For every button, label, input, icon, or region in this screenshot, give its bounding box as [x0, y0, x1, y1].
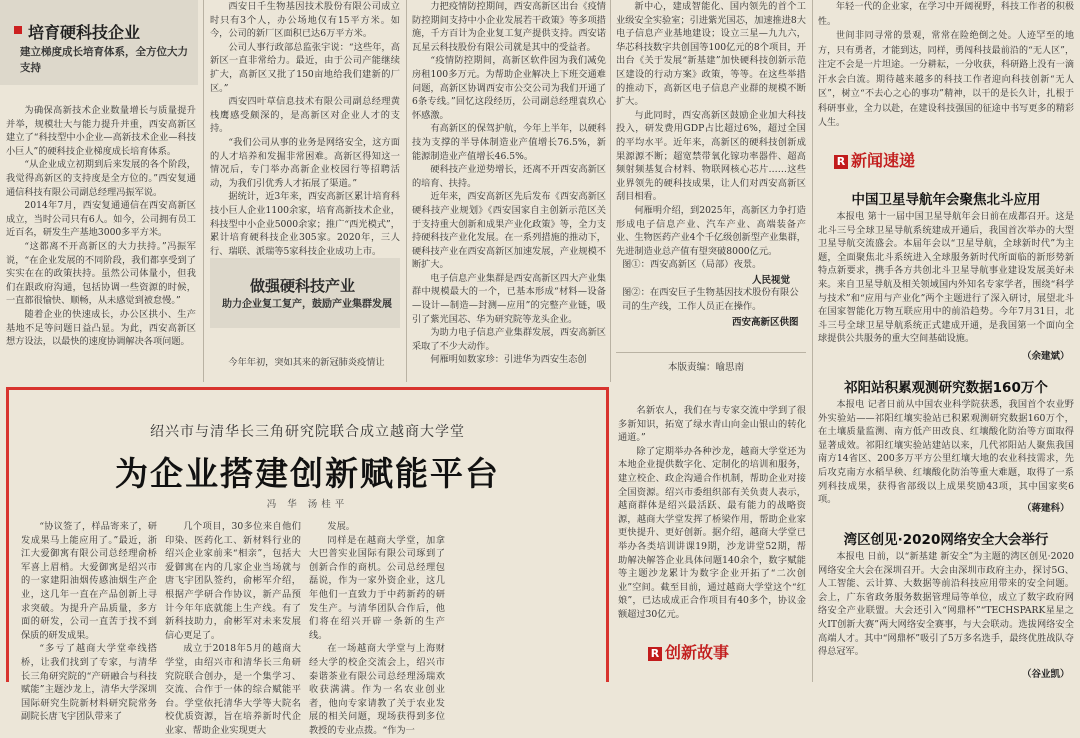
paragraph: 同样是在越商大学堂，加拿大巴普实业国际有限公司琢到了创新合作的商机。公司总经理包磊说，作为一家外资企业，这几年他们一直致力于中药新药的研发生产。与清华团队合作后，他们将在绍兴开辟一条新的生产线。: [309, 534, 445, 641]
subhead-subtitle: 助力企业复工复产，鼓励产业集群发展: [222, 299, 392, 310]
news-author: （蒋建科）: [1022, 503, 1070, 514]
paragraph: 据统计，近3年来，西安高新区累计培育科技小巨人企业1100余家，培育高新技术企业，科技型中小企业5000余家；推广“西光模式”，累计培育硬科技企业305家。2020年，三人行、瑞联、派瑞等5家科技企业成功上市。: [210, 191, 400, 257]
news-title: 祁阳站积累观测研究数据160万个: [844, 380, 1048, 396]
article-column-2-tail: [210, 356, 400, 376]
paragraph: 电子信息产业集群是西安高新区四大产业集群中规模最大的一个，已基本形成“材料—设备—设计—制造—封测—应用”的完整产业链，吸引了紫光国芯、华为研究院等龙头企业。: [412, 272, 606, 325]
photo-credit-1: 人民视觉: [752, 275, 791, 286]
article-column-2: [210, 0, 400, 257]
paragraph: 何雁明如数家珍：引进华为西安生态创: [430, 354, 587, 366]
paragraph: “我们公司从事的业务是网络安全，这方面的人才培养和发掘非常困难。高新区得知这一情况后，专门举办高新企业校园行等招聘活动，为我们引优秀人才拓展了渠道。”: [210, 136, 400, 189]
paragraph: 年轻一代的企业家，在学习中开阔视野，科技工作者的积极性。: [818, 2, 1074, 27]
subhead-title: 做强硬科技产业: [250, 277, 356, 295]
paragraph: 硬科技产业逆势增长，还离不开西安高新区的培育、扶持。: [412, 164, 606, 189]
feature-column-3: [309, 520, 445, 736]
news-author: （谷业凯）: [1022, 669, 1070, 680]
divider: [616, 352, 806, 353]
article-column-1: [6, 104, 196, 380]
paragraph: 发展。: [327, 521, 355, 532]
section-header-cultivate: [0, 0, 200, 78]
paragraph: 近年来，西安高新区先后发布《西安高新区硬科技产业规划》《西安国家自主创新示范区关于支持重大创新和成果产业化政策》等，全力支持硬科技产业化发展。在一系列措施的推动下，硬科技产业在西安高新区加速发展，产业规模不断扩大。: [412, 191, 606, 271]
paragraph: 本报电 记者日前从中国农业科学院获悉，我国首个农业野外实验站——祁阳红壤实验站已积累观测研究数据160万个，在土壤质量监测、南方低产田改良、红壤酸化防治等方面取得显著成效。祁阳红壤实验站建站以来，几代祁阳站人聚焦我国南方14省区、200多万平方公里红壤大地的农业科技需求，先后攻克南方水稻旱秧、红壤酸化防治等重大难题，取得了一系列科技成果，获得省部级以上成果奖励43项，其中国家奖6项。: [818, 399, 1074, 506]
section-title: 创新故事: [665, 643, 730, 662]
paragraph: 成立于2018年5月的越商大学堂，由绍兴市和清华长三角研究院联合创办，是一个集学习、交流、合作于一体的综合赋能平台。学堂依托清华大学等大院名校优质资源，旨在培养新时代企业家、帮助企业实现更大: [165, 643, 301, 736]
paragraph: 西安四叶草信息技术有限公司副总经理黄栈鹰感受颇深的，是高新区对企业人才的支持。: [210, 96, 400, 135]
column-divider: [610, 0, 611, 382]
column-divider: [812, 0, 813, 682]
paragraph: 公司人事行政部总监张宇说：“这些年，高新区一直非常给力。最近，由于公司产能继续扩大，高新区又批了150亩地给我们建新的厂区。”: [210, 41, 400, 94]
photo-caption-1: 图①：西安高新区（局部）夜景。: [622, 259, 762, 270]
column-divider: [203, 0, 204, 382]
column-divider: [406, 0, 407, 382]
paragraph: 在一场越商大学堂与上海财经大学的校企交流会上，绍兴市泰谐茶业有限公司总经理汤瑞欢收获满满。作为一名农业创业者，他向专家请教了关于农业发展的相关问题，现场获得到多位教授的专业点拨。“作为一: [309, 643, 445, 736]
feature-headline: 为企业搭建创新赋能平台: [115, 454, 500, 493]
page-editor: 本版责编：喻思南: [668, 362, 745, 373]
feature-byline: 冯 华 汤桂平: [266, 499, 349, 510]
paragraph: “这都离不开高新区的大力扶持。”冯振军说，“在企业发展的不同阶段，我们都享受到了实实在在的政策扶持。虽然公司体量小，但我们在跟政府沟通，包括协调一些资源的时候，一直都很愉快、顺畅，从未感觉到被怠慢。”: [6, 240, 196, 307]
paragraph: 新中心，建成智能化、国内领先的首个工业级安全实验室；引进紫光国芯，加速推进8大电子信息产业基地建设；设立三星—九九六，华芯科技数字共创国等100亿元的8个项目，开出台《关于发展“新基建”加快硬科技创新示范区建设的行动方案》政策，等等。在这些举措的推动下，高新区电子信息产业群的规模不断扩大。: [616, 1, 806, 108]
section-subtitle: 建立梯度成长培育体系，全方位大力支持: [20, 46, 188, 74]
feature-kicker: 绍兴市与清华长三角研究院联合成立越商大学堂: [150, 424, 465, 440]
news-body: [818, 210, 1074, 346]
paragraph: 名新农人，我们在与专家交流中学到了很多新知识，拓宽了绿水青山向金山银山的转化通道。”: [618, 405, 806, 444]
paragraph: 为助力电子信息产业集群发展，西安高新区采取了不少大动作。: [412, 327, 606, 352]
paragraph: 力把疫情防控期间，西安高新区出台《疫情防控期间支持中小企业发展若干政策》等多项措施，千方百计为企业复工复产提供支持。西安诺瓦星云科技股份有限公司就是其中的受益者。: [412, 1, 606, 53]
section-title: 培育硬科技企业: [28, 23, 141, 42]
paragraph: 本报电 第十一届中国卫星导航年会日前在成都召开。这是北斗三号全球卫星导航系统建成开通后，我国首次举办的大型卫星导航交流盛会。本届年会以“卫星导航，全球新时代”为主题，全面聚焦北斗系统进入全球服务新时代所面临的新形势新特点新要求，携手各方共创北斗卫星导航事业建设发展美好未来。来自卫星导航及相关领域国内外知名专家学者，围绕“科学与技术”和“应用与产业化”两个主题进行了深入研讨，展望北斗在国家智能化万物互联应用中的前沿趋势。今年7月31日，北斗三号全球卫星导航系统正式建成开通，是我国第一个面向全球提供公共服务的重大空间基础设施。: [818, 211, 1074, 345]
news-title: 中国卫星导航年会聚焦北斗应用: [851, 192, 1041, 208]
feature-column-4: [618, 404, 806, 624]
featured-article: [6, 387, 609, 736]
article-column-4: [616, 0, 806, 257]
section-badge-icon: R: [648, 647, 662, 661]
paragraph: 随着企业的快速成长，办公区拱小、生产基地不足等问题日益凸显。为此，西安高新区想方设法，以最快的速度协调解决各项问题。: [6, 308, 196, 348]
paragraph: 有高新区的保驾护航，今年上半年，以硬科技为支撑的半导体制造业产值增长76.5%，新能源制造业产值增长46.5%。: [412, 123, 606, 162]
feature-column-1: [21, 520, 157, 723]
bullet-icon: [14, 26, 22, 34]
section-header-innovation-story: [648, 640, 729, 663]
section-header-news-brief: [834, 148, 915, 171]
news-author: （余建斌）: [1022, 351, 1070, 362]
photo-caption-2: 图②：在西安巨子生物基因技术股份有限公司的生产线，工作人员正在操作。: [622, 287, 799, 312]
paragraph: 今年年初，突如其来的新冠肺炎疫情让: [228, 357, 385, 368]
paragraph: 本报电 日前，以“新基建 新安全”为主题的湾区创见·2020网络安全大会在深圳召开。大会由深圳市政府主办，探讨5G、人工智能、云计算、大数据等前沿科技应用带来的安全问题。会上，广东省政务服务数据管理局等单位，成立了数字政府网络安全产业联盟。大会还引入“网鼎杯”“TECHSPARK星星之火IT创新大赛”两大网络安全赛事，与大会联动。选拔网络安全高端人才。其中“网鼎杯”吸引了5万多名选手，最终优胜战队夺得总冠军。: [818, 551, 1074, 658]
feature-column-2: [165, 520, 301, 736]
news-body: [818, 398, 1074, 508]
news-title: 湾区创见·2020网络安全大会举行: [843, 532, 1049, 548]
paragraph: 何雁明介绍，到2025年，高新区力争打造形成电子信息产业、汽车产业、高端装备产业、生物医药产业4个千亿级创新型产业集群，先进制造业总产值有望突破8000亿元。: [616, 204, 806, 257]
article-column-3: [412, 0, 606, 378]
paragraph: 2014年7月，西安复通通信在西安高新区成立，当时公司只有6人。如今，公司拥有员工近百名，研发生产基地3000多平方米。: [6, 200, 196, 239]
subhead-strengthen: [250, 275, 355, 296]
paragraph: 世间非同寻常的景观，常常在险绝倒之处。人迹罕至的地方，只有勇者，才能到达，同样，勇闯科技最前沿的“无人区”，注定不会是一片坦途。一分耕耘，一分收获，科研路上没有一滴汗水会白流。期待越来越多的科技工作者迎向科技创新“无人区”，树立“不去心之心的事功”精神，以干的是长久计，扎根于科研事业，全力以赴，在建设科技强国的征途中书写更多的精彩人生。: [818, 31, 1074, 128]
paragraph: 几个项目，30多位来自他们印染、医药化工、新材料行业的绍兴企业家前来“相亲”，包括大爱御寓在内的几家企业当场就与唐飞宇团队签约，俞彬军介绍，根据产学研合作协议，新产品预计今年年底就能上生产线。有了新科技助力，俞彬军对未来发展信心更足了。: [165, 521, 301, 641]
paragraph: 西安日千生物基因技术股份有限公司成立时只有3个人，办公场地仅有15平方米。如今，公司的新厂区面积已达6万平方米。: [210, 1, 400, 40]
paragraph: 除了定期举办各种沙龙，越商大学堂还为本地企业提供数字化、定制化的培训和服务，建立校企、政企沟通合作机制，帮助企业对接全国资源。绍兴市委组织部有关负责人表示，越商群体是绍兴最活跃、最有能力的战略资源，越商大学堂发挥了桥梁作用，帮助企业家更快提升、更好创新。据介绍，越商大学堂已举办各类培训讲课19期，沙龙讲堂52期，帮助解决解答企业具体问题140余个，数字赋能等主题沙龙累计为数字企业开拓了“二次创业”空间。截至目前，通过越商大学堂这个“红娘”，已达成成正合作项目有40多个，协议金额超过30亿元。: [618, 445, 806, 620]
paragraph: “从企业成立初期到后来发展的各个阶段，我觉得高新区的支持度是全方位的。”西安复通通信科技有限公司副总经理冯振军说。: [6, 159, 196, 198]
paragraph: 为确保高新技术企业数量增长与质量提升并举，规模壮大与能力提升并重，西安高新区建立了“科技型中小企业—高新技术企业—科技小巨人”的硬科技企业梯度成长培育体系。: [6, 105, 196, 157]
commentary-tail: [818, 0, 1074, 128]
paragraph: 与此同时，西安高新区鼓励企业加大科技投入，研发费用GDP占比超过6%，超过全国的平均水平。近年来，高新区的硬科技创新成果源源不断；超宽禁带氧化镓功率器件、超高频射频基复合材料、物联网核心芯片……这些业界领先的硬科技成果，让人们对西安高新区刮目相看。: [616, 109, 806, 203]
paragraph: “多亏了越商大学堂牵线搭桥，让我们找到了专家，与清华长三角研究院的“产研融合与科技赋能”主题沙龙上，清华大学深圳国际研究生院新材料研究院常务副院长唐飞宇团队带来了: [21, 643, 157, 723]
paragraph: “协议签了，样品寄来了，研发成果马上能应用了。”最近，浙江大爱御寓有限公司总经理俞桥军喜上眉梢。大爱御寓是绍兴市的一家建阳油烟传感油烟生产企业，这几年一直在产品创新上寻求突破。为提升产品质量，多方面的研发，公司一直苦于找不到保质的研发成果。: [21, 521, 157, 641]
news-body: [818, 550, 1074, 668]
photo-credit-2: 西安高新区供图: [732, 317, 799, 328]
section-badge-icon: R: [834, 155, 848, 169]
paragraph: “疫情防控期间，高新区软件园为我们减免房租100多万元。为帮助企业解决上下班交通难问题，高新区协调西安市公交公司为我们开通了6条专线。”回忆这段经历，公司副总经理袁玖心怀感激。: [412, 55, 606, 121]
section-title: 新闻速递: [851, 151, 916, 170]
